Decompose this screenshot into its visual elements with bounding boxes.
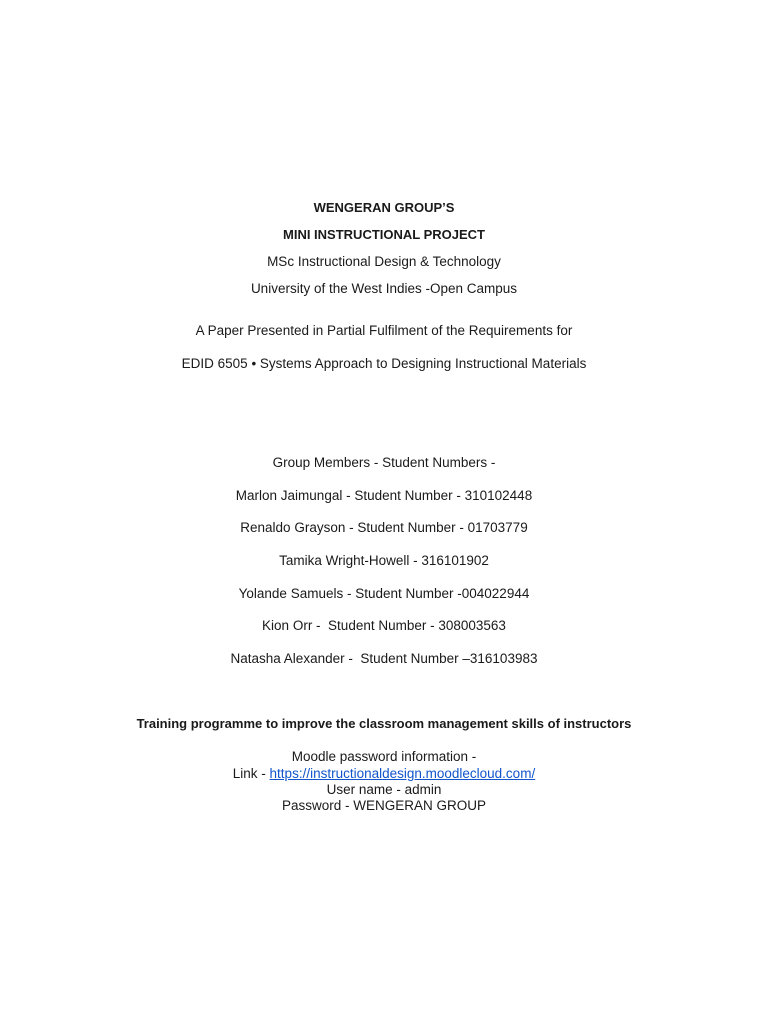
moodle-link-line <box>0 766 768 782</box>
moodle-link-prefix: Link - <box>232 766 270 781</box>
project-title: MINI INSTRUCTIONAL PROJECT <box>283 227 485 242</box>
members-heading: Group Members - Student Numbers - <box>272 455 496 470</box>
member-item: Yolande Samuels - Student Number -004022944 <box>238 586 530 601</box>
paper-presented-statement: A Paper Presented in Partial Fulfilment of the Requirements for <box>195 323 573 338</box>
training-programme-title: Training programme to improve the classroom management skills of instructors <box>136 716 632 731</box>
programme-name: MSc Instructional Design & Technology <box>267 254 501 269</box>
moodle-password: Password - WENGERAN GROUP <box>281 798 487 813</box>
group-title: WENGERAN GROUP’S <box>313 200 455 215</box>
member-item: Renaldo Grayson - Student Number - 01703779 <box>240 520 528 535</box>
member-item: Kion Orr - Student Number - 308003563 <box>262 618 506 633</box>
moodle-heading: Moodle password information - <box>291 749 477 764</box>
moodle-username: User name - admin <box>326 782 442 797</box>
course-title: EDID 6505 • Systems Approach to Designing Instructional Materials <box>181 356 587 371</box>
moodle-link[interactable]: https://instructionaldesign.moodlecloud.com/ <box>269 766 536 781</box>
member-item: Marlon Jaimungal - Student Number - 310102448 <box>235 488 533 503</box>
member-item: Natasha Alexander - Student Number –316103983 <box>230 651 538 666</box>
member-item: Tamika Wright-Howell - 316101902 <box>279 553 489 568</box>
university-name: University of the West Indies -Open Campus <box>250 281 518 296</box>
